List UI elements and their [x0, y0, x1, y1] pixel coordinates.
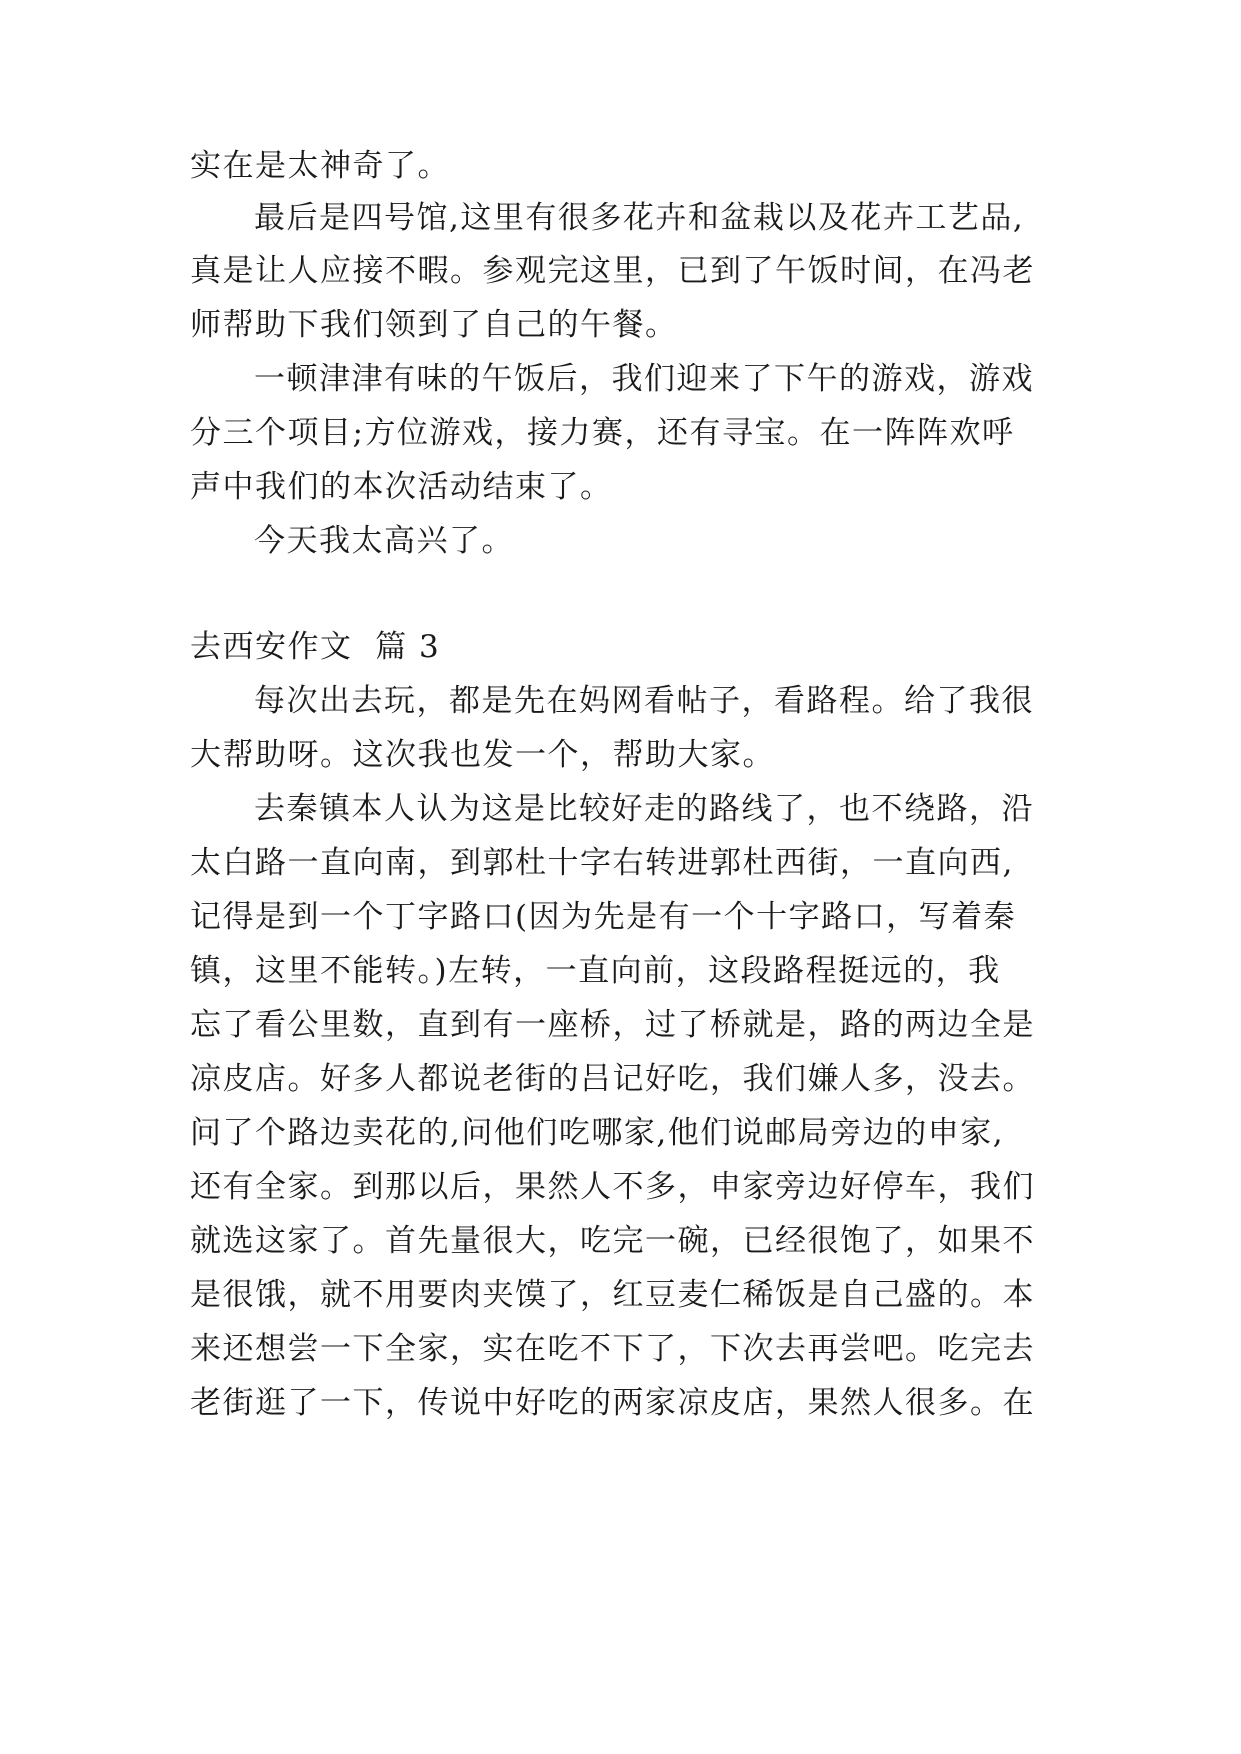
paragraph-line: 来还想尝一下全家，实在吃不下了，下次去再尝吧。吃完去 [190, 1331, 1035, 1367]
paragraph-line: 真是让人应接不暇。参观完这里，已到了午饭时间，在冯老 [190, 253, 1035, 289]
paragraph-line: 太白路一直向南，到郭杜十字右转进郭杜西街，一直向西, [190, 845, 1014, 881]
paragraph-line: 还有全家。到那以后，果然人不多，申家旁边好停车，我们 [190, 1169, 1035, 1205]
paragraph-line: 今天我太高兴了。 [254, 523, 514, 559]
paragraph-line: 是很饿，就不用要肉夹馍了，红豆麦仁稀饭是自己盛的。本 [190, 1277, 1035, 1313]
paragraph-line: 最后是四号馆,这里有很多花卉和盆栽以及花卉工艺品, [254, 200, 1025, 236]
paragraph-line: 老街逛了一下，传说中好吃的两家凉皮店，果然人很多。在 [190, 1385, 1035, 1421]
paragraph-line: 声中我们的本次活动结束了。 [190, 469, 613, 505]
paragraph-line: 就选这家了。首先量很大，吃完一碗，已经很饱了，如果不 [190, 1223, 1035, 1259]
paragraph-line: 忘了看公里数，直到有一座桥，过了桥就是，路的两边全是 [190, 1007, 1035, 1043]
paragraph-line: 师帮助下我们领到了自己的午餐。 [190, 307, 678, 343]
section-heading: 去西安作文 篇 3 [190, 629, 441, 665]
paragraph-line: 每次出去玩，都是先在妈网看帖子，看路程。给了我很 [254, 683, 1034, 719]
paragraph-line: 问了个路边卖花的,问他们吃哪家,他们说邮局旁边的申家, [190, 1115, 1005, 1151]
paragraph-line: 记得是到一个丁字路口(因为先是有一个十字路口，写着秦 [190, 899, 1017, 935]
paragraph-line: 去秦镇本人认为这是比较好走的路线了，也不绕路，沿 [254, 791, 1034, 827]
paragraph-line: 镇，这里不能转。)左转，一直向前，这段路程挺远的，我 [190, 953, 1001, 989]
paragraph-line: 凉皮店。好多人都说老街的吕记好吃，我们嫌人多，没去。 [190, 1061, 1035, 1097]
paragraph-line: 一顿津津有味的午饭后，我们迎来了下午的游戏，游戏 [254, 361, 1034, 397]
paragraph-line: 分三个项目;方位游戏，接力赛，还有寻宝。在一阵阵欢呼 [190, 415, 1015, 451]
paragraph-line: 实在是太神奇了。 [190, 148, 450, 184]
paragraph-line: 大帮助呀。这次我也发一个，帮助大家。 [190, 737, 775, 773]
